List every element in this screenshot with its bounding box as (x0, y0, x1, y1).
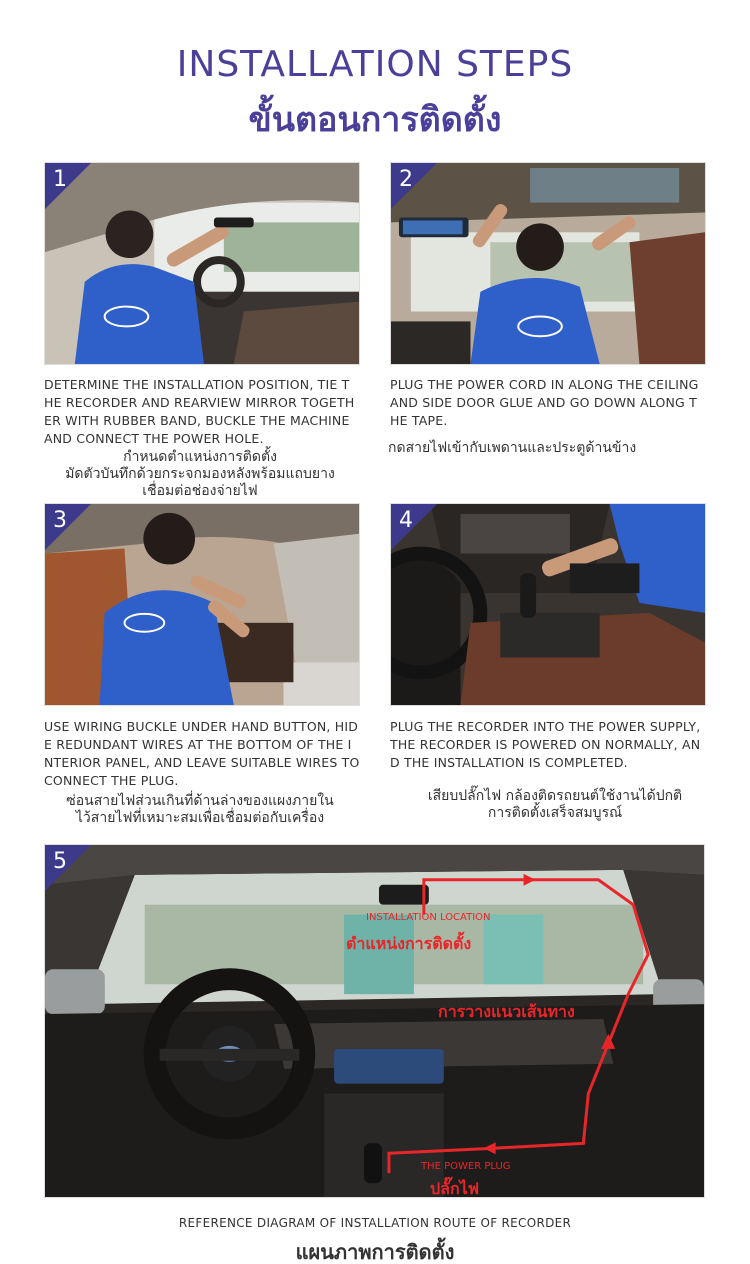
step-3-badge (45, 504, 91, 550)
installation-location-label-thai: ตำแหน่งการติดตั้ง (346, 934, 472, 953)
step-2-number: 2 (399, 167, 413, 192)
step-4-thai-line-2: การติดตั้งเสร็จสมบูรณ์ (487, 805, 623, 821)
page-title: INSTALLATION STEPS (176, 44, 574, 85)
step-4-thai-line-1: เสียบปลั๊กไฟ กล้องติดรถยนต์ใช้งานได้ปกติ (427, 788, 683, 804)
step-3-description-thai (20, 793, 380, 827)
step-4-number: 4 (399, 508, 413, 533)
step-3-photo (44, 503, 360, 706)
step-3-number: 3 (53, 508, 67, 533)
installation-location-label: INSTALLATION LOCATION (366, 912, 491, 923)
step-1-description-thai (20, 449, 380, 500)
step-4-photo (390, 503, 706, 706)
step-4-badge (391, 504, 437, 550)
diagram-caption: REFERENCE DIAGRAM OF INSTALLATION ROUTE OF RECORDER (178, 1216, 572, 1230)
diagram-caption-thai: แผนภาพการติดตั้ง (295, 1240, 455, 1264)
page-title-thai: ขั้นตอนการติดตั้ง (248, 100, 502, 140)
step-5-number: 5 (53, 849, 67, 874)
step-5-badge (45, 845, 91, 891)
step-2-badge (391, 163, 437, 209)
step-1-photo (44, 162, 360, 365)
step-1-thai-line-1: กำหนดตำแหน่งการติดตั้ง (123, 449, 277, 465)
step-3-thai-line-2: ไว้สายไฟที่เหมาะสมเพื่อเชื่อมต่อกับเครื่อง (75, 810, 325, 826)
step-1-thai-line-2: มัดตัวบันทึกด้วยกระจกมองหลังพร้อมแถบยาง (65, 466, 335, 482)
step-2-photo (390, 162, 706, 365)
step-4-description: PLUG THE RECORDER INTO THE POWER SUPPLY, THE RECORDER IS POWERED ON NORMALLY, AND THE INSTALLATION IS COMPLETED. (390, 719, 701, 770)
step-1-number: 1 (53, 167, 67, 192)
step-1-badge (45, 163, 91, 209)
power-plug-label: THE POWER PLUG (421, 1161, 511, 1172)
power-plug-label-thai: ปลั๊กไฟ (430, 1179, 480, 1198)
step-2-thai-line-1: กดสายไฟเข้ากับเพดานและประตูด้านข้าง (388, 440, 637, 456)
step-3-description: USE WIRING BUCKLE UNDER HAND BUTTON, HIDE REDUNDANT WIRES AT THE BOTTOM OF THE INTERIOR PANEL, AND LEAVE SUITABLE WIRES TO CONNECT THE PLUG. (44, 719, 360, 788)
step-2-description: PLUG THE POWER CORD IN ALONG THE CEILING AND SIDE DOOR GLUE AND GO DOWN ALONG THE TAPE. (390, 377, 699, 428)
step-4-description-thai (380, 788, 730, 822)
step-1-description: DETERMINE THE INSTALLATION POSITION, TIE THE RECORDER AND REARVIEW MIRROR TOGETHER WITH RUBBER BAND, BUCKLE THE MACHINE AND CONNECT THE POWER HOLE. (44, 377, 355, 446)
step-3-thai-line-1: ซ่อนสายไฟส่วนเกินที่ด้านล่างของแผงภายใน (66, 793, 334, 809)
step-5-route-diagram (44, 844, 705, 1198)
step-1-thai-line-3: เชื่อมต่อช่องจ่ายไฟ (142, 483, 258, 499)
route-label-thai: การวางแนวเส้นทาง (438, 1002, 575, 1021)
step-2-description-thai (388, 440, 698, 457)
